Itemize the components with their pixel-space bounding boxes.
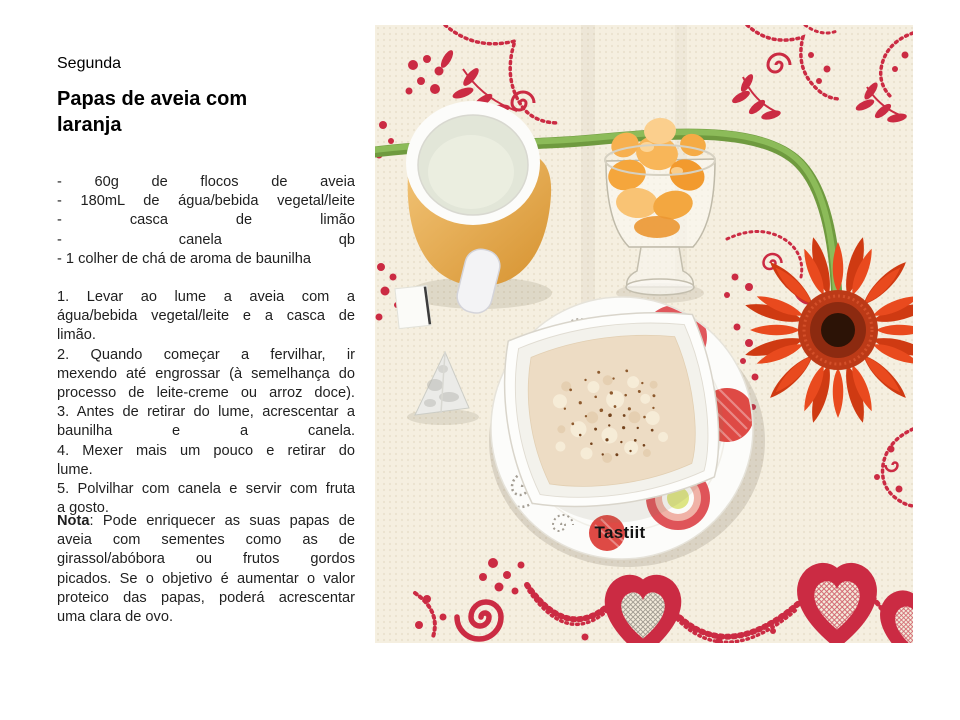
instruction-line: processo de leite-creme ou arroz doce). [57, 384, 355, 401]
tea-bag-tag [395, 285, 431, 328]
flower-center [821, 313, 855, 347]
nota-line: uma clara de ovo. [57, 608, 174, 625]
nota-label: Nota [57, 513, 90, 529]
instruction-line: água/bebida vegetal/leite e a casca de [57, 308, 355, 325]
day-label: Segunda [57, 55, 122, 72]
photo-watermark: Tastiit [594, 523, 646, 542]
nota-line: girassol/abóbora ou frutos gordos [57, 551, 355, 568]
ingredient-line: - casca de limão [57, 212, 355, 229]
instruction-line: mexendo até engrossar (à semelhança do [57, 365, 355, 382]
instruction-line: 3. Antes de retirar do lume, acrescentar a [57, 404, 355, 421]
instruction-line: 4. Mexer mais um pouco e retirar do [57, 442, 355, 459]
instructions [57, 288, 355, 518]
instruction-line: 5. Polvilhar com canela e servir com fruta [57, 480, 355, 497]
heart-medallion-corner [887, 598, 913, 643]
ingredient-line: - 60g de flocos de aveia [57, 174, 355, 190]
ingredient-line: - 1 colher de chá de aroma de baunilha [57, 250, 311, 267]
nota-line: proteico das papas, poderá acrescentar [57, 589, 355, 606]
breakfast-photo [375, 25, 913, 643]
recipe-title-line: laranja [57, 114, 122, 136]
ingredients-list [57, 173, 355, 269]
heart-medallion-center [613, 583, 673, 643]
nota-line: Nota: Pode enriquecer as suas papas de [57, 513, 355, 529]
mug-of-tea [406, 101, 552, 316]
heart-medallion-right [805, 571, 868, 638]
recipe-title [57, 86, 355, 138]
recipe-title-line: Papas de aveia com [57, 88, 248, 110]
instruction-line: 2. Quando começar a fervilhar, ir [57, 346, 355, 363]
ingredient-line: - 180mL de água/bebida vegetal/leite [57, 193, 355, 210]
ingredient-line: - canela qb [57, 231, 355, 248]
nota-line: aveia com sementes como as de [57, 532, 355, 549]
instruction-line: 1. Levar ao lume a aveia com a [57, 289, 355, 305]
nota-paragraph [57, 512, 355, 627]
nota-line: picados. Se o objetivo é aumentar o valor [57, 570, 355, 587]
instruction-line: baunilha e a canela. [57, 423, 355, 440]
instruction-line: a gosto. [57, 500, 109, 517]
oatmeal [521, 328, 701, 494]
instruction-line: lume. [57, 461, 93, 478]
instruction-line: limão. [57, 327, 96, 344]
